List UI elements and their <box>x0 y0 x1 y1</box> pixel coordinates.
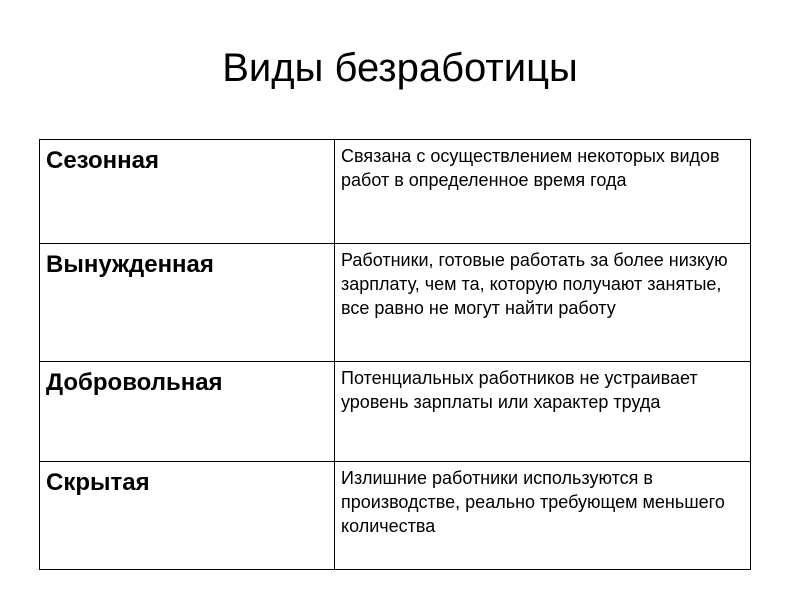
term-cell: Добровольная <box>40 362 335 462</box>
description-cell: Потенциальных работников не устраивает уровень зарплаты или характер труда <box>335 362 751 462</box>
table-row <box>40 462 751 570</box>
table-row <box>40 244 751 362</box>
term-cell: Вынужденная <box>40 244 335 362</box>
description-cell: Излишние работники используются в производстве, реально требующем меньшего количества <box>335 462 751 570</box>
table-row <box>40 140 751 244</box>
term-cell: Скрытая <box>40 462 335 570</box>
description-cell: Работники, готовые работать за более низкую зарплату, чем та, которую получают занятые, все равно не могут найти работу <box>335 244 751 362</box>
table-row <box>40 362 751 462</box>
slide-title: Виды безработицы <box>222 46 578 90</box>
term-cell: Сезонная <box>40 140 335 244</box>
description-cell: Связана с осуществлением некоторых видов работ в определенное время года <box>335 140 751 244</box>
unemployment-types-table <box>39 139 751 570</box>
